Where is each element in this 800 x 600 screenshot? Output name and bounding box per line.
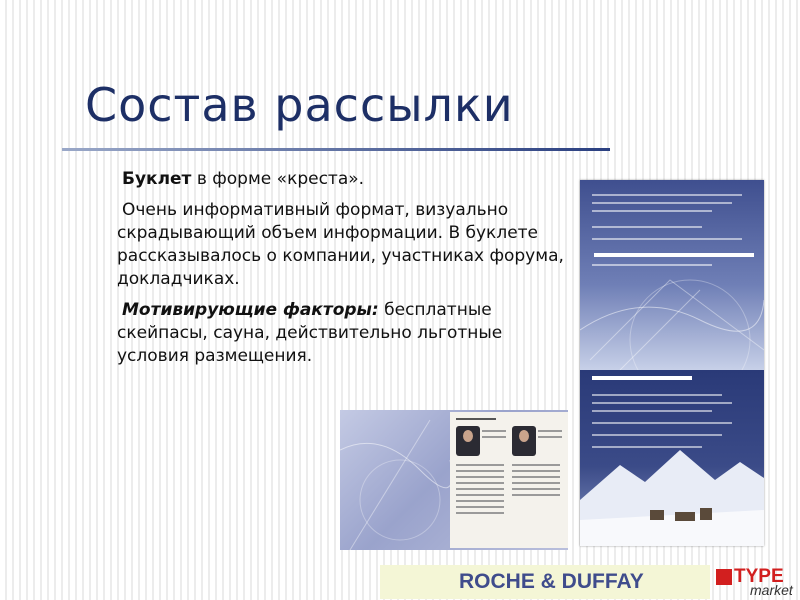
spread-text-line xyxy=(512,464,560,466)
spread-text-line xyxy=(456,500,504,502)
map-lines-graphic xyxy=(580,180,764,370)
speaker-photo xyxy=(512,426,536,456)
spread-text-line xyxy=(456,488,504,490)
booklet-spread-image xyxy=(340,410,568,550)
paragraph-motivation xyxy=(117,299,572,368)
speaker-photo xyxy=(456,426,480,456)
mountain-graphic xyxy=(580,370,764,546)
typemarket-logo-mark xyxy=(716,569,732,585)
spread-text-line xyxy=(456,470,504,472)
spread-text-line xyxy=(512,470,560,472)
cover-bottom-panel xyxy=(580,370,764,546)
spread-text-line xyxy=(512,476,560,478)
spread-text-line xyxy=(482,430,506,432)
typemarket-logo-type: TYPE xyxy=(734,566,784,587)
spread-text-line xyxy=(456,506,504,508)
brand-name: ROCHE & DUFFAY xyxy=(459,570,644,593)
paragraph-booklet-bold: Буклет xyxy=(122,169,192,189)
speaker-face xyxy=(463,430,473,442)
spread-text-line xyxy=(538,430,562,432)
spread-text-line xyxy=(512,494,560,496)
paragraph-booklet xyxy=(117,168,572,191)
spread-text-line xyxy=(482,436,506,438)
title-rule xyxy=(62,148,610,151)
cover-top-panel xyxy=(580,180,764,370)
paragraph-motivation-bold: Мотивирующие факторы: xyxy=(122,300,379,320)
body-text xyxy=(117,168,572,376)
spread-heading-line xyxy=(456,418,496,420)
slide-title: Состав рассылки xyxy=(85,78,514,132)
spread-text-line xyxy=(456,482,504,484)
spread-page xyxy=(450,412,568,548)
spread-text-line xyxy=(538,436,562,438)
paragraph-booklet-rest: в форме «креста». xyxy=(191,169,365,189)
spread-text-line xyxy=(456,476,504,478)
spread-text-line xyxy=(456,494,504,496)
cover-subheading-line xyxy=(592,376,692,380)
paragraph-motivation-rest: бесплатные скейпасы, сауна, действительно льготные условия размещения. xyxy=(117,300,503,366)
spread-text-line xyxy=(456,512,504,514)
paragraph-format: Очень информативный формат, визуально скрадывающий объем информации. В буклете рассказывалось о компании, участниках форума, докладчиках. xyxy=(117,200,564,289)
booklet-cover-image xyxy=(580,180,764,546)
spread-text-line xyxy=(456,464,504,466)
spread-text-line xyxy=(512,482,560,484)
spread-text-line xyxy=(512,488,560,490)
typemarket-logo xyxy=(716,566,800,600)
speaker-face xyxy=(519,430,529,442)
spread-map-graphic xyxy=(340,410,450,550)
typemarket-logo-market: market xyxy=(750,582,793,598)
